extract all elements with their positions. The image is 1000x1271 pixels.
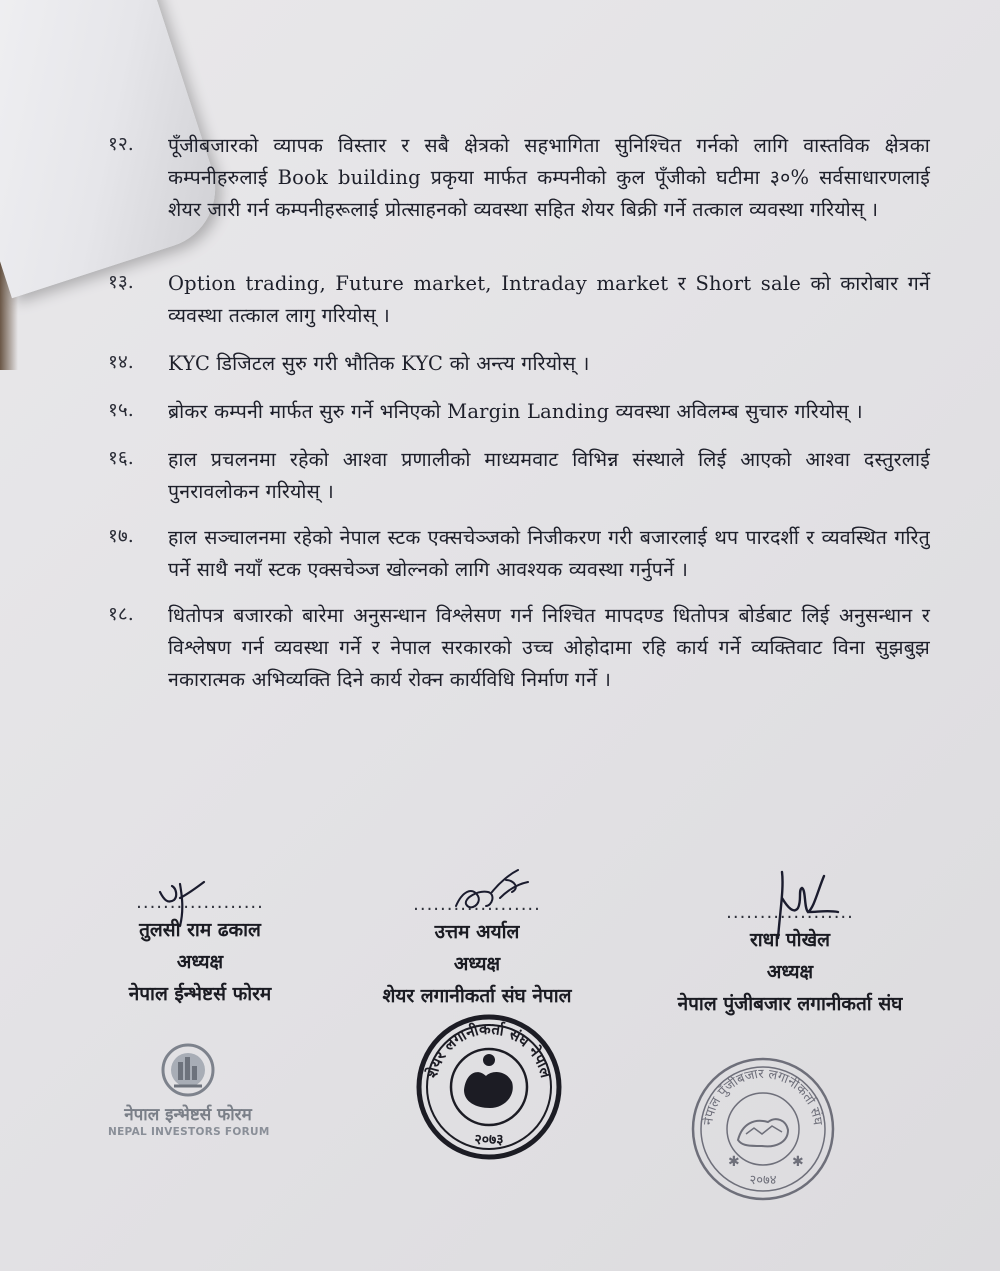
svg-text:✱: ✱ [728, 1154, 740, 1170]
item-text: पूँजीबजारको व्यापक विस्तार र सबै क्षेत्रको सहभागिता सुनिश्चित गर्नको लागि वास्तविक क्षेत्रका कम्पनीहरुलाई Book building प्रकृया मार्फत कम्पनीको कुल पूँजीको घटीमा ३०% सर्वसाधारणलाई शेयर जारी गर्न कम्पनीहरूलाई प्रोत्साहनको व्यवस्था सहित शेयर बिक्री गर्ने तत्काल व्यवस्था गरियोस् । [168, 134, 930, 221]
demand-item-18 [108, 600, 930, 696]
signatory-title: अध्यक्ष [176, 951, 224, 973]
signatory-middle [362, 894, 592, 1012]
item-number: १३. [108, 271, 134, 293]
svg-text:शेयर लगानीकर्ता संघ नेपाल: शेयर लगानीकर्ता संघ नेपाल [422, 1019, 556, 1080]
signatory-title: अध्यक्ष [453, 953, 501, 975]
item-text: KYC डिजिटल सुरु गरी भौतिक KYC को अन्त्य गरियोस् । [168, 352, 590, 375]
forum-emblem-icon [160, 1042, 216, 1100]
item-number: १६. [108, 447, 134, 469]
demand-item-13 [108, 268, 930, 332]
item-number: १५. [108, 399, 134, 421]
capital-market-investors-association-stamp [688, 1054, 838, 1204]
item-number: १४. [108, 351, 134, 373]
item-number: १८. [108, 603, 134, 625]
signatory-name: तुलसी राम ढकाल [139, 919, 261, 941]
item-number: १२. [108, 133, 134, 155]
demand-item-14 [108, 348, 930, 380]
signatory-name: उत्तम अर्याल [434, 921, 520, 943]
item-text: Option trading, Future market, Intraday market र Short sale को कारोबार गर्ने व्यवस्था तत्काल लागु गरियोस् । [168, 272, 930, 327]
signatory-organization: नेपाल ईन्भेष्टर्स फोरम [128, 983, 272, 1005]
signature-line: ................... [726, 902, 854, 923]
signatory-left [100, 892, 300, 1010]
demand-item-15 [108, 396, 930, 428]
demand-item-12 [108, 130, 930, 226]
item-text: हाल प्रचलनमा रहेको आश्वा प्रणालीको माध्यमवाट विभिन्न संस्थाले लिई आएको आश्वा दस्तुरलाई पुनरावलोकन गरियोस् । [168, 448, 930, 503]
signatory-organization: शेयर लगानीकर्ता संघ नेपाल [382, 985, 572, 1007]
demand-item-17 [108, 522, 930, 586]
svg-text:२०७४: २०७४ [749, 1173, 777, 1188]
signatory-organization: नेपाल पुंजीबजार लगानीकर्ता संघ [677, 993, 903, 1015]
item-text: ब्रोकर कम्पनी मार्फत सुरु गर्ने भनिएको Margin Landing व्यवस्था अविलम्ब सुचारु गरियोस् । [168, 400, 863, 423]
signatory-right [650, 902, 930, 1020]
forum-logo-nepali-text: नेपाल इन्भेष्टर्स फोरम [124, 1105, 252, 1125]
svg-text:✱: ✱ [792, 1154, 804, 1170]
forum-logo-english-text: NEPAL INVESTORS FORUM [108, 1126, 270, 1138]
item-number: १७. [108, 525, 134, 547]
signatory-name: राधा पोखेल [749, 929, 831, 951]
signature-line: ................... [413, 894, 541, 915]
nepal-investors-forum-logo [108, 1042, 268, 1142]
item-text: हाल सञ्चालनमा रहेको नेपाल स्टक एक्सचेञ्जको निजीकरण गरी बजारलाई थप पारदर्शी र व्यवस्थित गरितु पर्ने साथै नयाँ स्टक एक्सचेञ्ज खोल्नको लागि आवश्यक व्यवस्था गर्नुपर्ने । [168, 526, 930, 581]
demand-item-16 [108, 444, 930, 508]
svg-text:२०७३: २०७३ [474, 1132, 504, 1148]
signature-line: ................... [136, 892, 264, 913]
svg-text:नेपाल पुँजीबजार लगानीकर्ता संघ: नेपाल पुँजीबजार लगानीकर्ता संघ [701, 1066, 825, 1127]
item-text: धितोपत्र बजारको बारेमा अनुसन्धान विश्लेसण गर्न निश्चित मापदण्ड धितोपत्र बोर्डबाट लिई अनुसन्धान र विश्लेषण गर्न व्यवस्था गर्ने र नेपाल सरकारको उच्च ओहोदामा रहि कार्य गर्ने व्यक्तिवाट विना सुझबुझ नकारात्मक अभिव्यक्ति दिने कार्य रोक्न कार्यविधि निर्माण गर्ने । [168, 604, 930, 691]
signatory-title: अध्यक्ष [766, 961, 814, 983]
share-investors-association-stamp [414, 1012, 564, 1162]
